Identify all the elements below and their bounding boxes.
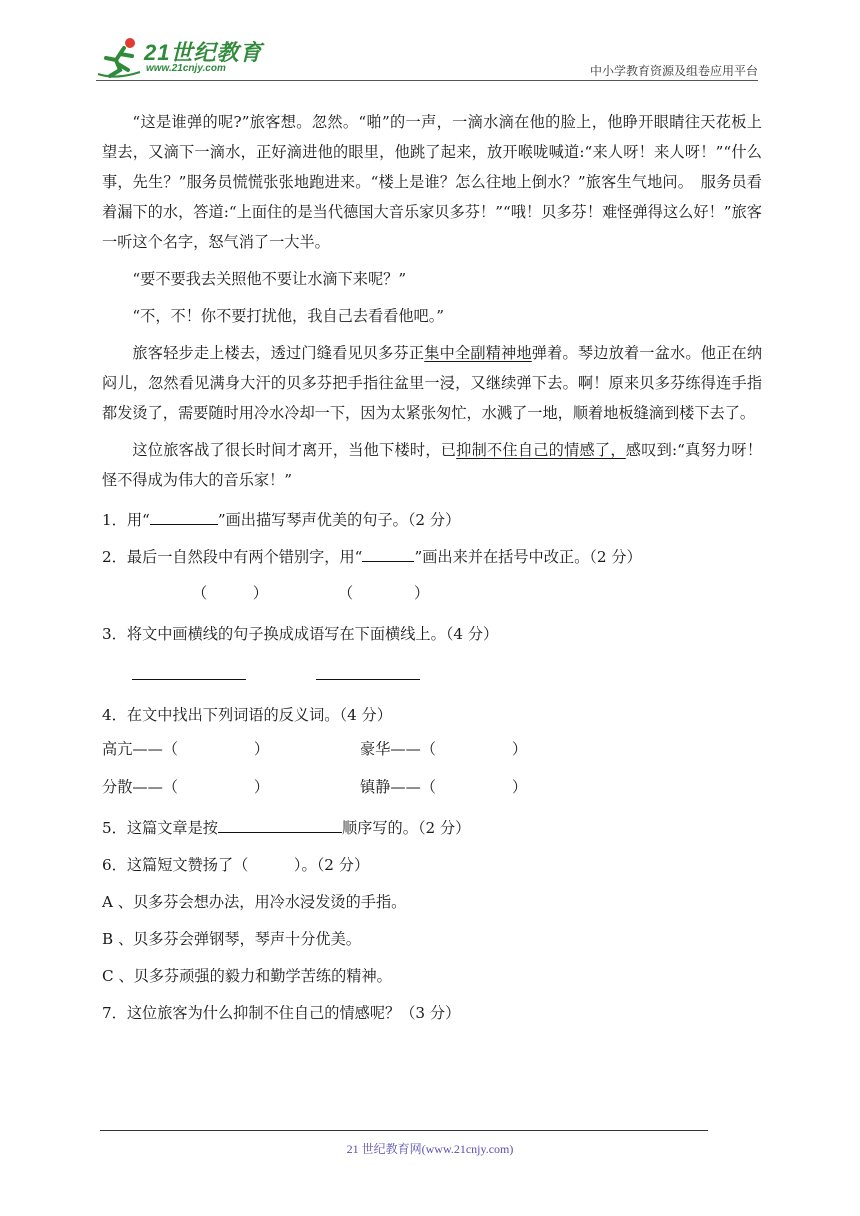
question-7: 7．这位旅客为什么抑制不住自己的情感呢？（3 分）: [102, 1004, 461, 1022]
header-platform-name: 中小学教育资源及组卷应用平台: [589, 64, 758, 78]
correction-slot-1[interactable]: （ ）: [192, 584, 268, 602]
page-header: [96, 30, 758, 80]
question-5: 5．这篇文章是按 顺序写的。（2 分）: [102, 810, 762, 847]
answer-blank[interactable]: [218, 816, 342, 833]
antonym-item: 镇静——（ ）: [360, 778, 528, 796]
antonym-row-1: [102, 734, 762, 772]
option-a: A 、贝多芬会想办法，用冷水浸发烫的手指。: [102, 893, 407, 911]
passage-paragraph-4: 旅客轻步走上楼去，透过门缝看见贝多芬正集中全副精神地弹着。琴边放着一盆水。他正在纳闷儿，忽然看见满身大汗的贝多芬把手指往盆里一浸，又继续弹下去。啊！原来贝多芬练得连手指都发烫了，需要随时用冷水冷却一下，因为太紧张匆忙，水溅了一地，顺着地板缝滴到楼下去了。: [102, 344, 763, 422]
passage-paragraph-5: 这位旅客战了很长时间才离开，当他下楼时，已抑制不住自己的情感了，感叹到:“真努力呀！怪不得成为伟大的音乐家！”: [102, 441, 763, 489]
question-3: 3．将文中画横线的句子换成成语写在下面横线上。（4 分）: [102, 625, 499, 643]
antonym-item: 豪华——（ ）: [360, 740, 528, 758]
passage-paragraph-1: “这是谁弹的呢?”旅客想。忽然。“啪”的一声，一滴水滴在他的脸上，他睁开眼睛往天花板上望去，又滴下一滴水，正好滴进他的眼里，他跳了起来，放开喉咙喊道:“来人呀！来人呀！”“什么事，先生？”服务员慌慌张张地跑进来。“楼上是谁？怎么往地上倒水？”旅客生气地问。 服务员看着漏下的水，答道:“上面住的是当代德国大音乐家贝多芬！”“哦！贝多芬！难怪弹得这么好！”旅客一听这个名字，怒气消了一大半。: [102, 113, 762, 251]
antonym-row-2: [102, 772, 762, 810]
passage-paragraph-2: “要不要我去关照他不要让水滴下来呢？”: [132, 270, 407, 288]
header-divider: [96, 80, 758, 81]
underlined-phrase-2: 抑制不住自己的情感了，: [456, 441, 626, 459]
question-4: 4．在文中找出下列词语的反义词。（4 分）: [102, 706, 392, 724]
antonym-item: 分散——（ ）: [102, 778, 270, 796]
question-1: 1．用“ ”画出描写琴声优美的句子。（2 分）: [102, 502, 762, 539]
footer-link[interactable]: 21 世纪教育网(www.21cnjy.com): [346, 1142, 514, 1156]
document-body: [102, 107, 762, 1032]
correction-parens: [102, 576, 762, 616]
footer-divider: [100, 1130, 708, 1131]
question-2: 2．最后一自然段中有两个错别字，用“ ”画出来并在括号中改正。（2 分）: [102, 539, 762, 576]
passage-paragraph-3: “不，不！你不要打扰他，我自己去看看他吧。”: [132, 307, 445, 325]
site-logo: [96, 36, 266, 80]
logo-url: www.21cnjy.com: [146, 63, 226, 74]
correction-slot-2[interactable]: （ ）: [338, 584, 430, 602]
answer-lines: [102, 653, 762, 697]
answer-blank[interactable]: [362, 545, 414, 562]
answer-line-2[interactable]: [316, 679, 420, 680]
answer-blank[interactable]: [150, 508, 218, 525]
answer-line-1[interactable]: [132, 679, 246, 680]
question-6: 6．这篇短文赞扬了（ ）。（2 分）: [102, 856, 370, 874]
option-c: C 、贝多芬顽强的毅力和勤学苦练的精神。: [102, 967, 392, 985]
runner-icon: [96, 36, 146, 80]
logo-text: 21世纪教育: [144, 40, 263, 65]
option-b: B 、贝多芬会弹钢琴，琴声十分优美。: [102, 930, 361, 948]
antonym-item: 高亢——（ ）: [102, 740, 270, 758]
underlined-phrase-1: 集中全副精神地: [424, 344, 532, 362]
